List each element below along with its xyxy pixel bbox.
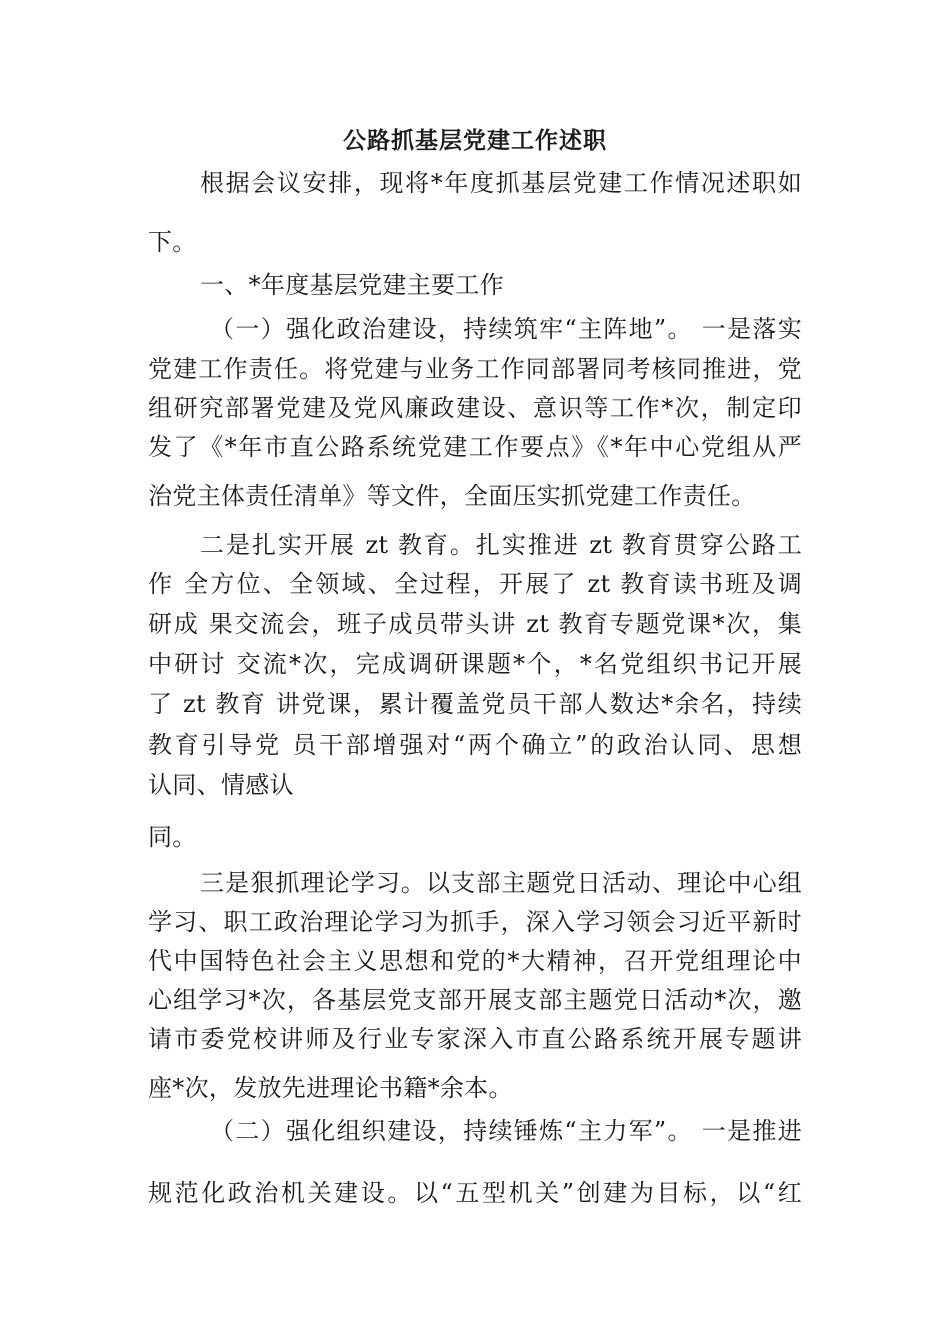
paragraph-line: 代中国特色社会主义思想和党的*大精神，召开党组理论中 xyxy=(148,947,802,975)
paragraph-line: 下。 xyxy=(148,228,197,256)
paragraph-line: 同。 xyxy=(148,823,197,851)
paragraph-line: 座*次，发放先进理论书籍*余本。 xyxy=(148,1074,513,1102)
subsection-heading: （二）强化组织建设，持续锤炼“主力军”。 一是推进 xyxy=(210,1117,802,1145)
paragraph-line: 了 zt 教育 讲党课，累计覆盖党员干部人数达*余名，持续 xyxy=(148,690,802,718)
paragraph-line: 党建工作责任。将党建与业务工作同部署同考核同推进，党 xyxy=(148,355,802,383)
paragraph-line: 组研究部署党建及党风廉政建设、意识等工作*次，制定印 xyxy=(148,394,802,422)
paragraph-line: 发了《*年市直公路系统党建工作要点》《*年中心党组从严 xyxy=(148,433,802,461)
paragraph-line: 研成 果交流会，班子成员带头讲 zt 教育专题党课*次，集 xyxy=(148,610,802,638)
subsection-heading: （一）强化政治建设，持续筑牢“主阵地”。 一是落实 xyxy=(210,315,802,343)
paragraph-line: 三是狠抓理论学习。以支部主题党日活动、理论中心组 xyxy=(200,869,802,897)
paragraph-line: 作 全方位、全领域、全过程，开展了 zt 教育读书班及调 xyxy=(148,570,802,598)
paragraph-line: 中研讨 交流*次，完成调研课题*个，*名党组织书记开展 xyxy=(148,650,802,678)
paragraph-line: 学习、职工政治理论学习为抓手，深入学习领会习近平新时 xyxy=(148,908,802,936)
section-heading: 一、*年度基层党建主要工作 xyxy=(200,271,504,299)
paragraph-line: 认同、情感认 xyxy=(148,771,294,799)
paragraph-line: 根据会议安排，现将*年度抓基层党建工作情况述职如 xyxy=(200,169,802,197)
paragraph-line: 规范化政治机关建设。以“五型机关”创建为目标，以“红 xyxy=(148,1179,802,1207)
document-title: 公路抓基层党建工作述职 xyxy=(343,127,607,154)
paragraph-line: 请市委党校讲师及行业专家深入市直公路系统开展专题讲 xyxy=(148,1025,802,1053)
paragraph-line: 二是扎实开展 zt 教育。扎实推进 zt 教育贯穿公路工 xyxy=(200,531,802,559)
paragraph-line: 心组学习*次，各基层党支部开展支部主题党日活动*次，邀 xyxy=(148,986,802,1014)
paragraph-line: 教育引导党 员干部增强对“两个确立”的政治认同、思想 xyxy=(148,731,802,759)
paragraph-line: 治党主体责任清单》等文件，全面压实抓党建工作责任。 xyxy=(148,482,756,510)
